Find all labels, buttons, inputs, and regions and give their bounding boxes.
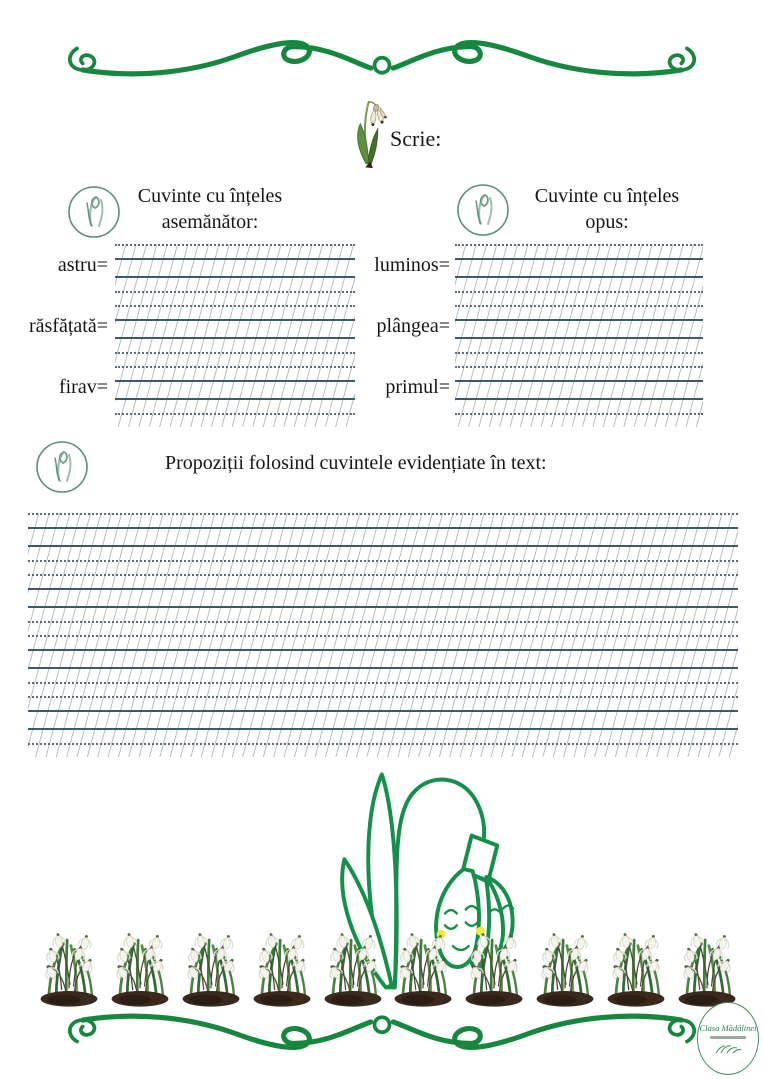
snowdrop-badge-icon — [67, 185, 121, 239]
guide-line-solid — [28, 545, 738, 547]
guide-line-solid — [455, 276, 703, 278]
snowdrop-illustration-icon — [341, 97, 393, 169]
guide-line-solid — [115, 398, 355, 400]
guide-line-dotted — [28, 635, 738, 637]
snowdrop-clump — [603, 918, 669, 1010]
guide-line-solid — [455, 258, 703, 260]
guide-line-solid — [28, 588, 738, 590]
guide-line-solid — [455, 337, 703, 339]
write-prompt-label: Scrie: — [390, 126, 442, 151]
snowdrop-clump — [107, 918, 173, 1010]
guide-line-solid — [28, 606, 738, 608]
guide-line-solid — [28, 527, 738, 529]
guide-line-dotted — [28, 574, 738, 576]
word-label-primul: primul= — [385, 376, 450, 398]
guide-line-solid — [115, 337, 355, 339]
word-label-plangea: plângea= — [376, 315, 450, 337]
guide-line-dotted — [28, 696, 738, 698]
sentences-writing-lines — [28, 513, 738, 757]
guide-line-dotted — [455, 366, 703, 368]
author-logo-badge — [697, 1002, 759, 1075]
word-label-firav: firav= — [58, 376, 108, 398]
snowdrop-clump — [36, 918, 102, 1010]
guide-line-solid — [455, 398, 703, 400]
guide-line-dotted — [455, 413, 703, 415]
author-logo-name: Clasa Mădălinei — [699, 1022, 757, 1033]
snowdrop-clump — [390, 918, 456, 1010]
snowdrop-clump — [674, 918, 740, 1010]
snowdrop-clump — [320, 918, 386, 1010]
snowdrop-badge-icon — [456, 183, 510, 237]
guide-line-dotted — [28, 682, 738, 684]
guide-line-dotted — [455, 352, 703, 354]
synonyms-title: Cuvinte cu înțeles asemănător: — [137, 185, 283, 233]
guide-line-solid — [115, 380, 355, 382]
snowdrop-clump — [178, 918, 244, 1010]
guide-line-dotted — [115, 366, 355, 368]
guide-line-dotted — [28, 513, 738, 515]
guide-line-dotted — [455, 291, 703, 293]
sentences-title: Propoziții folosind cuvintele evidențiate în text: — [165, 452, 547, 474]
logo-grass-icon — [714, 1043, 742, 1054]
word-label-luminos: luminos= — [374, 254, 450, 276]
snowdrop-badge-icon — [35, 440, 89, 494]
guide-line-dotted — [115, 305, 355, 307]
guide-line-dotted — [115, 244, 355, 246]
snowdrop-clump-row — [36, 916, 740, 1010]
guide-line-dotted — [28, 560, 738, 562]
snowdrop-clump — [461, 918, 527, 1010]
guide-line-solid — [115, 258, 355, 260]
snowdrop-clump — [532, 918, 598, 1010]
guide-line-dotted — [115, 352, 355, 354]
guide-line-solid — [115, 319, 355, 321]
guide-line-solid — [28, 649, 738, 651]
antonyms-title: Cuvinte cu înțeles opus: — [534, 185, 680, 233]
guide-line-solid — [115, 276, 355, 278]
guide-line-solid — [455, 319, 703, 321]
antonyms-writing-lines — [455, 244, 703, 427]
snowdrop-clump — [249, 918, 315, 1010]
word-label-rasfatata: răsfățată= — [28, 315, 108, 337]
guide-line-solid — [28, 710, 738, 712]
synonyms-writing-lines — [115, 244, 355, 427]
guide-line-solid — [28, 728, 738, 730]
author-logo-tagline — [710, 1036, 746, 1039]
guide-line-dotted — [115, 291, 355, 293]
guide-line-solid — [455, 380, 703, 382]
guide-line-dotted — [28, 621, 738, 623]
flourish-divider-top — [62, 26, 702, 84]
guide-line-dotted — [115, 413, 355, 415]
flourish-divider-bottom — [58, 1006, 706, 1064]
guide-line-dotted — [455, 305, 703, 307]
word-label-astru: astru= — [57, 254, 108, 276]
guide-line-solid — [28, 667, 738, 669]
guide-line-dotted — [28, 743, 738, 745]
guide-line-dotted — [455, 244, 703, 246]
